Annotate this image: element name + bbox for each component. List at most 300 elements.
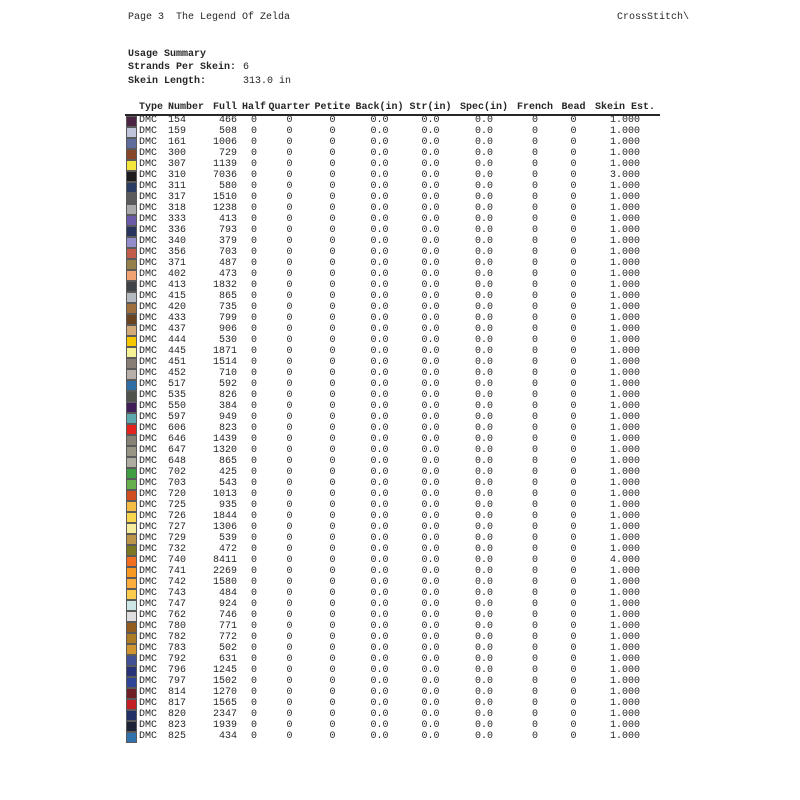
cell-half: 0: [250, 709, 257, 721]
cell-petite: 0: [329, 368, 336, 380]
cell-quarter: 0: [286, 225, 293, 237]
cell-back-in: 0.0: [370, 225, 389, 237]
cell-quarter: 0: [286, 302, 293, 314]
cell-french: 0: [531, 291, 538, 303]
cell-quarter: 0: [286, 643, 293, 655]
cell-french: 0: [531, 192, 538, 204]
cell-half: 0: [250, 203, 257, 215]
cell-bead: 0: [570, 203, 577, 215]
table-row: [125, 281, 660, 292]
cell-str-in: 0.0: [421, 445, 440, 457]
cell-back-in: 0.0: [370, 258, 389, 270]
cell-petite: 0: [329, 148, 336, 160]
table-row: [125, 490, 660, 501]
table-row: [125, 215, 660, 226]
cell-skein-est: 1.000: [609, 599, 640, 611]
cell-spec-in: 0.0: [474, 236, 493, 248]
cell-spec-in: 0.0: [474, 126, 493, 138]
cell-spec-in: 0.0: [474, 148, 493, 160]
cell-bead: 0: [570, 357, 577, 369]
cell-french: 0: [531, 709, 538, 721]
color-swatch: [126, 567, 137, 578]
cell-half: 0: [250, 676, 257, 688]
cell-back-in: 0.0: [370, 181, 389, 193]
color-swatch: [126, 501, 137, 512]
cell-spec-in: 0.0: [474, 555, 493, 567]
cell-back-in: 0.0: [370, 324, 389, 336]
cell-back-in: 0.0: [370, 610, 389, 622]
cell-petite: 0: [329, 170, 336, 182]
cell-bead: 0: [570, 500, 577, 512]
cell-str-in: 0.0: [421, 357, 440, 369]
color-swatch: [126, 325, 137, 336]
cell-full: 710: [218, 368, 237, 380]
cell-quarter: 0: [286, 401, 293, 413]
table-row: [125, 721, 660, 732]
cell-spec-in: 0.0: [474, 676, 493, 688]
cell-number: 444: [168, 335, 187, 347]
cell-half: 0: [250, 665, 257, 677]
cell-bead: 0: [570, 588, 577, 600]
cell-bead: 0: [570, 346, 577, 358]
cell-spec-in: 0.0: [474, 467, 493, 479]
cell-full: 539: [218, 533, 237, 545]
cell-quarter: 0: [286, 478, 293, 490]
color-swatch: [126, 688, 137, 699]
cell-swatch: [125, 182, 139, 193]
cell-spec-in: 0.0: [474, 335, 493, 347]
cell-half: 0: [250, 137, 257, 149]
cell-spec-in: 0.0: [474, 258, 493, 270]
cell-quarter: 0: [286, 500, 293, 512]
color-swatch: [126, 710, 137, 721]
cell-french: 0: [531, 599, 538, 611]
col-header-half: Half: [241, 102, 266, 113]
cell-quarter: 0: [286, 709, 293, 721]
cell-number: 606: [168, 423, 187, 435]
cell-half: 0: [250, 346, 257, 358]
cell-petite: 0: [329, 511, 336, 523]
cell-full: 906: [218, 324, 237, 336]
cell-type: DMC: [139, 522, 158, 534]
skein-length-value: 313.0 in: [243, 75, 292, 87]
cell-bead: 0: [570, 236, 577, 248]
cell-skein-est: 1.000: [609, 489, 640, 501]
cell-bead: 0: [570, 225, 577, 237]
cell-skein-est: 1.000: [609, 467, 640, 479]
cell-petite: 0: [329, 665, 336, 677]
cell-skein-est: 1.000: [609, 181, 640, 193]
cell-str-in: 0.0: [421, 731, 440, 743]
cell-spec-in: 0.0: [474, 324, 493, 336]
color-swatch: [126, 732, 137, 743]
cell-french: 0: [531, 280, 538, 292]
color-swatch: [126, 644, 137, 655]
color-swatch: [126, 479, 137, 490]
cell-spec-in: 0.0: [474, 346, 493, 358]
table-row: [125, 435, 660, 446]
cell-swatch: [125, 270, 139, 281]
cell-number: 307: [168, 159, 187, 171]
cell-full: 7036: [212, 170, 237, 182]
cell-french: 0: [531, 335, 538, 347]
cell-swatch: [125, 512, 139, 523]
color-swatch: [126, 457, 137, 468]
cell-half: 0: [250, 126, 257, 138]
cell-quarter: 0: [286, 390, 293, 402]
cell-french: 0: [531, 236, 538, 248]
cell-quarter: 0: [286, 346, 293, 358]
cell-skein-est: 1.000: [609, 478, 640, 490]
cell-number: 727: [168, 522, 187, 534]
cell-type: DMC: [139, 368, 158, 380]
cell-half: 0: [250, 159, 257, 171]
cell-swatch: [125, 138, 139, 149]
cell-spec-in: 0.0: [474, 302, 493, 314]
cell-skein-est: 1.000: [609, 610, 640, 622]
cell-bead: 0: [570, 148, 577, 160]
cell-skein-est: 1.000: [609, 445, 640, 457]
cell-full: 413: [218, 214, 237, 226]
cell-skein-est: 1.000: [609, 533, 640, 545]
color-swatch: [126, 127, 137, 138]
cell-skein-est: 1.000: [609, 643, 640, 655]
cell-str-in: 0.0: [421, 687, 440, 699]
cell-spec-in: 0.0: [474, 709, 493, 721]
cell-number: 445: [168, 346, 187, 358]
cell-quarter: 0: [286, 445, 293, 457]
cell-french: 0: [531, 478, 538, 490]
table-row: [125, 589, 660, 600]
cell-type: DMC: [139, 489, 158, 501]
cell-str-in: 0.0: [421, 423, 440, 435]
cell-french: 0: [531, 423, 538, 435]
cell-back-in: 0.0: [370, 390, 389, 402]
cell-french: 0: [531, 137, 538, 149]
cell-number: 340: [168, 236, 187, 248]
cell-full: 1439: [212, 434, 237, 446]
cell-french: 0: [531, 489, 538, 501]
cell-spec-in: 0.0: [474, 192, 493, 204]
cell-petite: 0: [329, 346, 336, 358]
cell-type: DMC: [139, 544, 158, 556]
table-row: [125, 171, 660, 182]
cell-full: 1320: [212, 445, 237, 457]
cell-swatch: [125, 336, 139, 347]
cell-number: 783: [168, 643, 187, 655]
cell-french: 0: [531, 654, 538, 666]
color-swatch: [126, 512, 137, 523]
cell-french: 0: [531, 324, 538, 336]
table-row: [125, 115, 660, 127]
cell-french: 0: [531, 621, 538, 633]
table-row: [125, 149, 660, 160]
cell-str-in: 0.0: [421, 148, 440, 160]
color-swatch: [126, 160, 137, 171]
cell-type: DMC: [139, 720, 158, 732]
cell-type: DMC: [139, 192, 158, 204]
cell-bead: 0: [570, 489, 577, 501]
cell-back-in: 0.0: [370, 687, 389, 699]
cell-full: 1939: [212, 720, 237, 732]
cell-french: 0: [531, 203, 538, 215]
color-swatch: [126, 424, 137, 435]
cell-swatch: [125, 435, 139, 446]
cell-bead: 0: [570, 467, 577, 479]
cell-str-in: 0.0: [421, 137, 440, 149]
cell-skein-est: 1.000: [609, 126, 640, 138]
cell-full: 379: [218, 236, 237, 248]
cell-petite: 0: [329, 478, 336, 490]
cell-petite: 0: [329, 434, 336, 446]
cell-spec-in: 0.0: [474, 566, 493, 578]
table-row: [125, 446, 660, 457]
cell-swatch: [125, 292, 139, 303]
cell-full: 1013: [212, 489, 237, 501]
cell-quarter: 0: [286, 665, 293, 677]
cell-bead: 0: [570, 324, 577, 336]
cell-full: 772: [218, 632, 237, 644]
cell-skein-est: 1.000: [609, 346, 640, 358]
table-row: [125, 259, 660, 270]
cell-swatch: [125, 303, 139, 314]
cell-full: 703: [218, 247, 237, 259]
cell-swatch: [125, 237, 139, 248]
cell-str-in: 0.0: [421, 181, 440, 193]
cell-type: DMC: [139, 390, 158, 402]
cell-half: 0: [250, 467, 257, 479]
cell-spec-in: 0.0: [474, 654, 493, 666]
cell-back-in: 0.0: [370, 357, 389, 369]
cell-bead: 0: [570, 269, 577, 281]
cell-back-in: 0.0: [370, 665, 389, 677]
cell-full: 2347: [212, 709, 237, 721]
table-row: [125, 644, 660, 655]
cell-swatch: [125, 215, 139, 226]
cell-type: DMC: [139, 401, 158, 413]
cell-quarter: 0: [286, 632, 293, 644]
cell-skein-est: 1.000: [609, 203, 640, 215]
cell-back-in: 0.0: [370, 588, 389, 600]
cell-swatch: [125, 424, 139, 435]
cell-number: 725: [168, 500, 187, 512]
cell-quarter: 0: [286, 423, 293, 435]
cell-quarter: 0: [286, 588, 293, 600]
cell-swatch: [125, 688, 139, 699]
cell-number: 720: [168, 489, 187, 501]
cell-half: 0: [250, 148, 257, 160]
cell-skein-est: 1.000: [609, 236, 640, 248]
cell-swatch: [125, 490, 139, 501]
strands-per-skein-row: [128, 61, 291, 74]
cell-full: 2269: [212, 566, 237, 578]
cell-quarter: 0: [286, 698, 293, 710]
cell-skein-est: 1.000: [609, 698, 640, 710]
cell-skein-est: 1.000: [609, 511, 640, 523]
cell-quarter: 0: [286, 291, 293, 303]
cell-type: DMC: [139, 423, 158, 435]
cell-bead: 0: [570, 665, 577, 677]
cell-french: 0: [531, 181, 538, 193]
cell-petite: 0: [329, 621, 336, 633]
cell-number: 420: [168, 302, 187, 314]
cell-skein-est: 1.000: [609, 566, 640, 578]
cell-quarter: 0: [286, 412, 293, 424]
cell-french: 0: [531, 346, 538, 358]
table-row: [125, 501, 660, 512]
cell-bead: 0: [570, 654, 577, 666]
cell-full: 472: [218, 544, 237, 556]
cell-back-in: 0.0: [370, 709, 389, 721]
color-swatch: [126, 336, 137, 347]
cell-str-in: 0.0: [421, 412, 440, 424]
cell-spec-in: 0.0: [474, 170, 493, 182]
cell-str-in: 0.0: [421, 654, 440, 666]
cell-type: DMC: [139, 247, 158, 259]
cell-petite: 0: [329, 720, 336, 732]
cell-quarter: 0: [286, 192, 293, 204]
cell-petite: 0: [329, 137, 336, 149]
cell-french: 0: [531, 159, 538, 171]
cell-swatch: [125, 677, 139, 688]
cell-swatch: [125, 479, 139, 490]
col-header-number: Number: [168, 102, 205, 113]
cell-petite: 0: [329, 280, 336, 292]
cell-quarter: 0: [286, 236, 293, 248]
cell-petite: 0: [329, 632, 336, 644]
cell-back-in: 0.0: [370, 335, 389, 347]
cell-str-in: 0.0: [421, 291, 440, 303]
cell-back-in: 0.0: [370, 599, 389, 611]
cell-number: 817: [168, 698, 187, 710]
cell-back-in: 0.0: [370, 280, 389, 292]
color-swatch: [126, 611, 137, 622]
cell-petite: 0: [329, 258, 336, 270]
table-row: [125, 160, 660, 171]
cell-type: DMC: [139, 698, 158, 710]
cell-full: 384: [218, 401, 237, 413]
cell-half: 0: [250, 588, 257, 600]
table-row: [125, 666, 660, 677]
cell-full: 865: [218, 456, 237, 468]
cell-petite: 0: [329, 247, 336, 259]
cell-full: 746: [218, 610, 237, 622]
cell-skein-est: 1.000: [609, 434, 640, 446]
color-swatch: [126, 369, 137, 380]
color-swatch: [126, 193, 137, 204]
cell-full: 484: [218, 588, 237, 600]
cell-half: 0: [250, 533, 257, 545]
cell-full: 508: [218, 126, 237, 138]
cell-back-in: 0.0: [370, 533, 389, 545]
cell-petite: 0: [329, 687, 336, 699]
cell-str-in: 0.0: [421, 159, 440, 171]
cell-str-in: 0.0: [421, 346, 440, 358]
cell-spec-in: 0.0: [474, 687, 493, 699]
cell-quarter: 0: [286, 599, 293, 611]
cell-quarter: 0: [286, 280, 293, 292]
cell-french: 0: [531, 214, 538, 226]
cell-back-in: 0.0: [370, 115, 389, 127]
cell-petite: 0: [329, 412, 336, 424]
cell-str-in: 0.0: [421, 225, 440, 237]
table-row: [125, 479, 660, 490]
cell-back-in: 0.0: [370, 368, 389, 380]
cell-type: DMC: [139, 291, 158, 303]
cell-back-in: 0.0: [370, 621, 389, 633]
cell-back-in: 0.0: [370, 456, 389, 468]
cell-petite: 0: [329, 456, 336, 468]
cell-str-in: 0.0: [421, 214, 440, 226]
table-row: [125, 457, 660, 468]
cell-skein-est: 1.000: [609, 401, 640, 413]
table-row: [125, 303, 660, 314]
cell-back-in: 0.0: [370, 566, 389, 578]
cell-spec-in: 0.0: [474, 247, 493, 259]
cell-spec-in: 0.0: [474, 610, 493, 622]
cell-number: 820: [168, 709, 187, 721]
strands-per-skein-value: 6: [243, 62, 250, 74]
cell-number: 333: [168, 214, 187, 226]
skein-length-row: [128, 75, 291, 88]
cell-petite: 0: [329, 731, 336, 743]
col-header-full: Full: [212, 102, 237, 113]
color-swatch: [126, 380, 137, 391]
cell-full: 826: [218, 390, 237, 402]
cell-type: DMC: [139, 258, 158, 270]
cell-str-in: 0.0: [421, 676, 440, 688]
cell-number: 762: [168, 610, 187, 622]
cell-petite: 0: [329, 445, 336, 457]
table-row: [125, 556, 660, 567]
cell-petite: 0: [329, 379, 336, 391]
color-swatch: [126, 523, 137, 534]
cell-str-in: 0.0: [421, 588, 440, 600]
cell-swatch: [125, 699, 139, 710]
cell-half: 0: [250, 500, 257, 512]
cell-str-in: 0.0: [421, 555, 440, 567]
cell-bead: 0: [570, 456, 577, 468]
cell-full: 1502: [212, 676, 237, 688]
cell-french: 0: [531, 115, 538, 127]
cell-bead: 0: [570, 214, 577, 226]
table-row: [125, 369, 660, 380]
cell-quarter: 0: [286, 621, 293, 633]
cell-bead: 0: [570, 159, 577, 171]
cell-quarter: 0: [286, 324, 293, 336]
cell-bead: 0: [570, 577, 577, 589]
cell-str-in: 0.0: [421, 126, 440, 138]
cell-full: 543: [218, 478, 237, 490]
cell-spec-in: 0.0: [474, 401, 493, 413]
cell-quarter: 0: [286, 654, 293, 666]
cell-spec-in: 0.0: [474, 643, 493, 655]
usage-table: [125, 101, 660, 743]
cell-skein-est: 1.000: [609, 687, 640, 699]
cell-french: 0: [531, 555, 538, 567]
cell-type: DMC: [139, 346, 158, 358]
table-row: [125, 677, 660, 688]
cell-str-in: 0.0: [421, 170, 440, 182]
cell-str-in: 0.0: [421, 467, 440, 479]
table-row: [125, 567, 660, 578]
cell-skein-est: 1.000: [609, 302, 640, 314]
cell-bead: 0: [570, 423, 577, 435]
cell-back-in: 0.0: [370, 445, 389, 457]
cell-quarter: 0: [286, 115, 293, 127]
cell-swatch: [125, 402, 139, 413]
table-row: [125, 523, 660, 534]
